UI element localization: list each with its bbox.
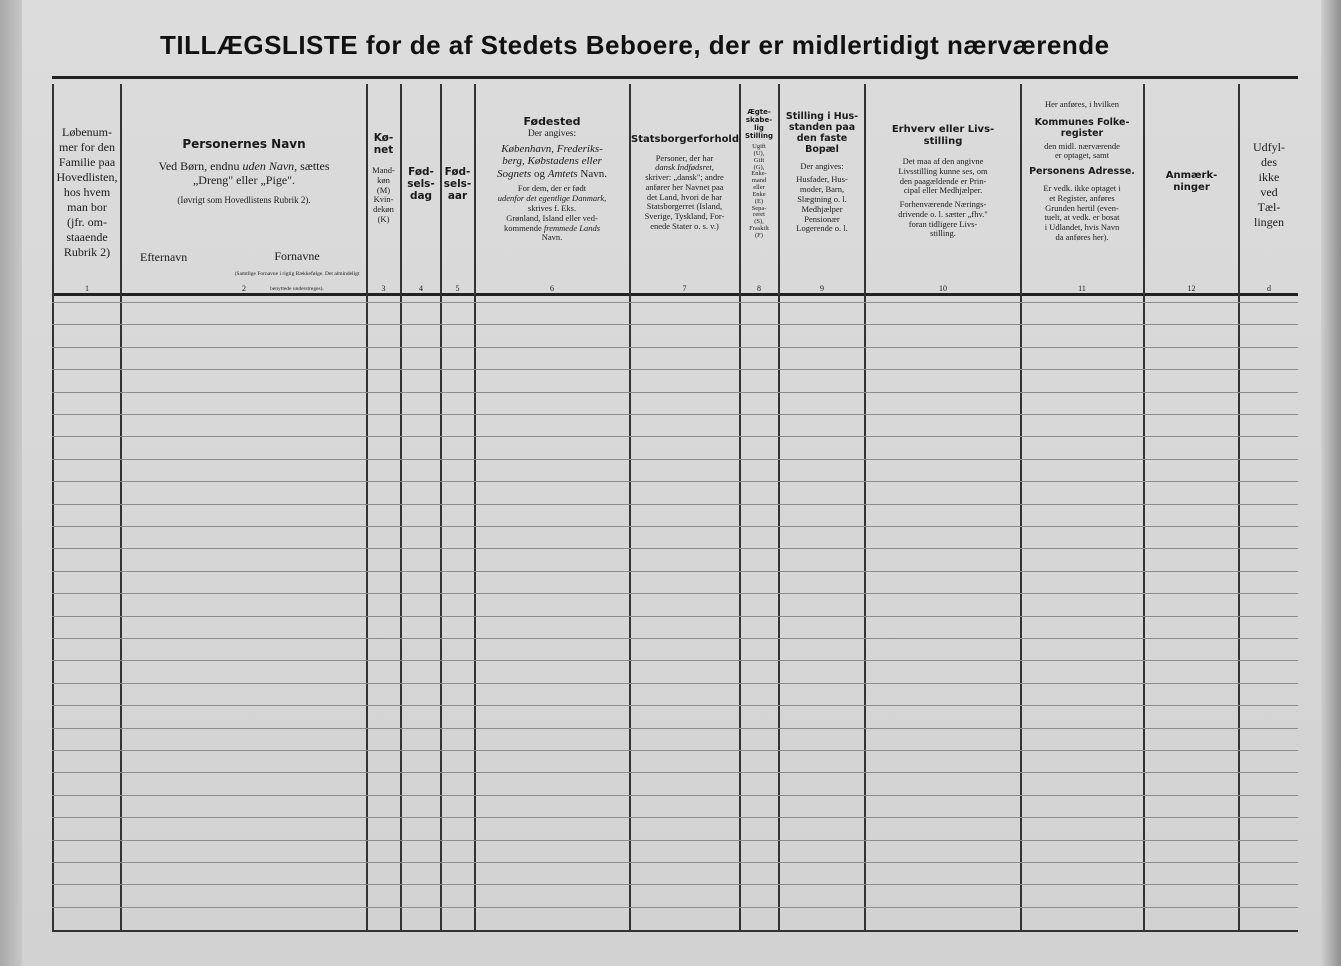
col3-line: dekøn bbox=[373, 204, 394, 215]
blank-row-line bbox=[52, 795, 1298, 796]
col9-heading: den faste bbox=[796, 132, 848, 144]
col6-sub: Der angives: bbox=[527, 128, 577, 139]
cold-number: d bbox=[1267, 284, 1271, 293]
blank-row-line bbox=[52, 593, 1298, 594]
col6-para-word: kommende bbox=[503, 222, 542, 233]
col5-heading: aar bbox=[447, 190, 468, 203]
blank-row-line bbox=[52, 705, 1298, 706]
form-title bbox=[160, 30, 1200, 61]
col6-line3-end: Navn. bbox=[580, 167, 607, 180]
col6-line3-mid: og bbox=[533, 167, 545, 180]
col1-line: mer for den bbox=[59, 140, 115, 154]
blank-row-line bbox=[52, 616, 1298, 617]
col10-heading: Erhverv eller Livs- bbox=[891, 124, 995, 135]
blank-row-line bbox=[52, 660, 1298, 661]
col7-line: Personer, der har bbox=[655, 152, 714, 163]
blank-row-line bbox=[52, 392, 1298, 393]
col9-line: Medhjælper bbox=[801, 203, 843, 214]
col2-note: (Iøvrigt som Hovedlistens Rubrik 2). bbox=[177, 195, 311, 206]
scan-right-edge bbox=[1321, 0, 1341, 966]
col-line bbox=[120, 84, 122, 932]
col9-line: moder, Barn, bbox=[799, 184, 845, 195]
col9-line: Husfader, Hus- bbox=[796, 174, 848, 185]
col2-line1-end: sættes bbox=[300, 158, 330, 173]
col8-line: mand bbox=[751, 177, 767, 185]
col9-line: Pensionær bbox=[804, 213, 840, 224]
col10-line2: drivende o. l. sætter „fhv." bbox=[898, 208, 988, 219]
col2-header bbox=[124, 138, 364, 338]
blank-row-line bbox=[52, 817, 1298, 818]
blank-row-line bbox=[52, 772, 1298, 773]
col7-line: Sverige, Tyskland, For- bbox=[644, 211, 725, 222]
col9-heading: Bopæl bbox=[805, 143, 839, 155]
col6-para-italic: fremmede Lands bbox=[543, 222, 600, 233]
col12-heading: ninger bbox=[1173, 181, 1210, 193]
blank-row-line bbox=[52, 504, 1298, 505]
col8-number: 8 bbox=[757, 284, 761, 293]
col6-heading: Fødested bbox=[523, 115, 581, 128]
col6-para-line: For dem, der er født bbox=[517, 183, 587, 194]
col3-line: køn bbox=[377, 174, 390, 185]
blank-row-line bbox=[52, 750, 1298, 751]
col2-efternavn: Efternavn bbox=[140, 250, 188, 264]
col10-line: Det maa af den angivne bbox=[902, 156, 984, 166]
top-rule bbox=[52, 76, 1298, 79]
col8-line: (G), bbox=[753, 163, 765, 171]
col11-heading2: Personens Adresse. bbox=[1029, 166, 1135, 178]
bottom-rule bbox=[52, 930, 1298, 932]
col2-line1 bbox=[124, 160, 364, 174]
col9-heading: Stilling i Hus- bbox=[785, 111, 859, 122]
col5-heading: Fød- bbox=[444, 166, 471, 178]
col1-line: Familie paa bbox=[58, 155, 116, 169]
col10-line2: stilling. bbox=[930, 228, 956, 239]
blank-row-line bbox=[52, 526, 1298, 527]
col10-header bbox=[866, 124, 1020, 324]
col8-line: Enke bbox=[752, 190, 766, 198]
col7-heading: Statsborgerforhold bbox=[631, 134, 740, 145]
col6-italic-line: berg, Købstadens eller bbox=[502, 155, 602, 168]
col6-para-line: skrives f. Eks. bbox=[527, 203, 577, 214]
col12-number: 12 bbox=[1187, 284, 1196, 293]
blank-row-line bbox=[52, 481, 1298, 482]
col6-para-line: udenfor det egentlige Danmark, bbox=[497, 193, 607, 204]
col7-line: dansk Indfødsret, bbox=[655, 162, 714, 173]
col8-line: Enke- bbox=[751, 170, 767, 178]
col2-fornavne-note: (Samtlige Fornavne i rigtig Rækkefølge. Det almindeligt benyttede understreges). bbox=[234, 271, 360, 292]
col6-para-line: Navn. bbox=[541, 232, 563, 243]
scan-left-edge bbox=[0, 0, 22, 966]
col1-line: hos hvem bbox=[63, 185, 111, 199]
col11-line: et Register, anføres bbox=[1049, 192, 1115, 203]
col3-line: (K) bbox=[377, 213, 390, 224]
blank-row-line bbox=[52, 548, 1298, 549]
col9-heading: standen paa bbox=[788, 121, 856, 133]
col4-heading: Fød- bbox=[408, 166, 434, 178]
col6-para-line: Grønland, Island eller ved- bbox=[506, 212, 598, 223]
blank-row-line bbox=[52, 571, 1298, 572]
col8-heading: skabe- bbox=[745, 116, 773, 125]
col12-heading: Anmærk- bbox=[1165, 170, 1218, 181]
col3-line: (M) bbox=[376, 184, 391, 195]
col8-line: (U), bbox=[753, 150, 765, 157]
col7-line: det Land, hvori de har bbox=[646, 191, 723, 202]
cold-line: ikke bbox=[1258, 170, 1280, 184]
col11-header bbox=[1022, 100, 1142, 300]
col7-line: Statsborgerret (Island, bbox=[646, 201, 723, 212]
col4-header bbox=[402, 166, 440, 366]
col8-heading: Stilling bbox=[745, 132, 773, 141]
col10-line2: foran tidligere Livs- bbox=[908, 218, 978, 229]
col2-line1-italic: uden Navn, bbox=[242, 158, 298, 173]
blank-row-line bbox=[52, 638, 1298, 639]
col1-line: staaende bbox=[66, 230, 108, 244]
col1-line: Løbenum- bbox=[62, 125, 112, 139]
col3-line: Kvin- bbox=[373, 194, 394, 205]
col4-heading: dag bbox=[409, 190, 433, 203]
blank-row-line bbox=[52, 683, 1298, 684]
cold-line: ved bbox=[1260, 185, 1278, 199]
col11-line: Grunden hertil (even- bbox=[1045, 202, 1119, 213]
col8-heading: lig bbox=[754, 124, 764, 133]
blank-row-line bbox=[52, 459, 1298, 460]
col1-number: 1 bbox=[85, 284, 89, 293]
col8-line: Fraskilt bbox=[749, 224, 769, 232]
blank-row-line bbox=[52, 728, 1298, 729]
col2-line1-text: Ved Børn, endnu bbox=[158, 158, 240, 173]
col3-number: 3 bbox=[381, 284, 386, 293]
col6-line3 bbox=[476, 168, 628, 181]
col10-heading: stilling bbox=[923, 135, 963, 147]
col1-header bbox=[54, 125, 120, 325]
blank-row-line bbox=[52, 884, 1298, 885]
col8-line: reret bbox=[753, 211, 765, 219]
cold-line: des bbox=[1261, 155, 1277, 169]
col11-line: Er vedk. ikke optaget i bbox=[1043, 183, 1121, 194]
col7-line: anfører her Navnet paa bbox=[645, 181, 724, 192]
col8-line: (F) bbox=[755, 231, 763, 239]
blank-row-line bbox=[52, 369, 1298, 370]
col11-heading: Kommunes Folke- bbox=[1034, 116, 1130, 128]
col7-line: enede Stater o. s. v.) bbox=[650, 220, 719, 231]
blank-row-line bbox=[52, 436, 1298, 437]
col8-line: (S), bbox=[754, 218, 764, 226]
col11-line: da anføres her). bbox=[1055, 231, 1109, 242]
cold-line: Udfyl- bbox=[1253, 140, 1285, 154]
col3-heading: net bbox=[373, 144, 394, 157]
col11-line: i Udlandet, hvis Navn bbox=[1044, 222, 1120, 233]
blank-row-line bbox=[52, 347, 1298, 348]
col8-line: Ugift bbox=[752, 143, 766, 151]
col5-heading: sels- bbox=[443, 178, 472, 191]
title-end: midlertidigt nærværende bbox=[791, 30, 1110, 60]
col10-line2: Forhenværende Nærings- bbox=[899, 199, 987, 210]
blank-row-line bbox=[52, 907, 1298, 908]
col8-line: (E) bbox=[754, 197, 764, 205]
cold-line: lingen bbox=[1254, 215, 1284, 229]
col9-header bbox=[780, 112, 864, 312]
col5-number: 5 bbox=[455, 284, 460, 293]
col11-mid: er optaget, samt bbox=[1054, 150, 1110, 161]
col3-heading: Kø- bbox=[373, 132, 394, 144]
col9-line: Slægtning o. l. bbox=[797, 193, 847, 204]
col11-line: tuelt, at vedk. er bosat bbox=[1044, 212, 1120, 223]
col7-line: skriver: „dansk"; andre bbox=[645, 172, 724, 183]
col11-number: 11 bbox=[1078, 284, 1086, 293]
col12-header bbox=[1145, 170, 1238, 370]
col1-line: Hovedlisten, bbox=[56, 170, 118, 184]
cold-header bbox=[1240, 140, 1298, 340]
cold-line: Tæl- bbox=[1257, 200, 1281, 214]
col3-header bbox=[367, 132, 400, 332]
col6-line3-italic2: Amtets bbox=[547, 167, 578, 180]
col8-heading: Ægte- bbox=[747, 108, 771, 116]
title-bold: TILLÆGSLISTE bbox=[160, 30, 359, 60]
col2-fornavne-label: Fornavne bbox=[274, 249, 320, 263]
col1-line: man bor bbox=[67, 200, 107, 214]
col8-line: Sepa- bbox=[751, 204, 767, 212]
col6-line3-italic: Sognets bbox=[496, 167, 532, 180]
col9-line: Logerende o. l. bbox=[796, 223, 848, 234]
col4-number: 4 bbox=[419, 284, 423, 293]
col10-number: 10 bbox=[939, 284, 947, 293]
col3-line: Mand- bbox=[372, 165, 395, 176]
col8-line: Gift bbox=[753, 156, 765, 164]
col8-line: eller bbox=[753, 184, 765, 192]
col10-line: cipal eller Medhjælper. bbox=[903, 185, 983, 196]
col11-mid: den midl. nærværende bbox=[1044, 140, 1120, 151]
blank-row-line bbox=[52, 862, 1298, 863]
col6-italic-line: København, Frederiks- bbox=[501, 142, 603, 155]
col5-header bbox=[441, 166, 474, 366]
col9-number: 9 bbox=[820, 284, 824, 293]
col9-sub: Der angives: bbox=[800, 160, 844, 171]
col1-line: (jfr. om- bbox=[67, 215, 107, 229]
col10-line: den paagældende er Prin- bbox=[899, 175, 987, 186]
col7-number: 7 bbox=[682, 284, 687, 293]
blank-row-line bbox=[52, 840, 1298, 841]
col8-header bbox=[740, 108, 778, 308]
col4-heading: sels- bbox=[407, 178, 435, 191]
col2-heading: Personernes Navn bbox=[182, 137, 306, 151]
col10-line: Livsstilling kunne ses, om bbox=[898, 165, 988, 176]
col11-heading: register bbox=[1060, 127, 1104, 139]
title-rest: for de af Stedets Beboere, der er bbox=[365, 30, 785, 60]
col2-number: 2 bbox=[242, 284, 246, 293]
col1-line: Rubrik 2) bbox=[63, 245, 111, 259]
col11-pre: Her anføres, i hvilken bbox=[1044, 99, 1120, 109]
col7-header bbox=[631, 134, 738, 334]
col2-line2: „Dreng" eller „Pige". bbox=[192, 172, 296, 187]
col6-number: 6 bbox=[550, 284, 554, 293]
blank-row-line bbox=[52, 414, 1298, 415]
